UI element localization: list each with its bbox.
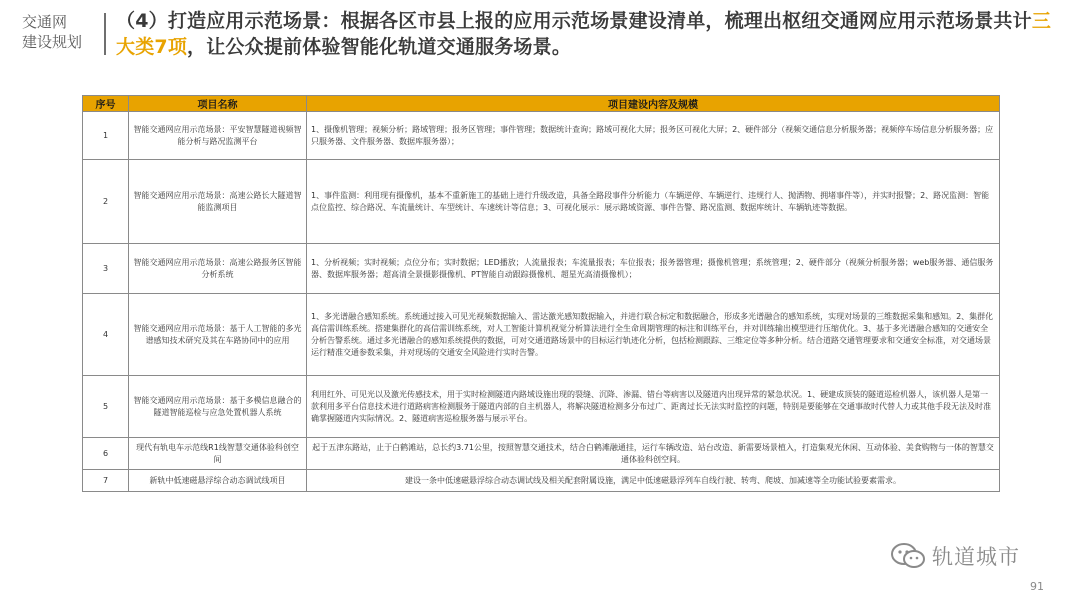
row-content: 1、事件监测：利用现有摄像机，基本不重新施工的基础上进行升级改造，具备全路段事件分析能力（车辆逆停、车辆逆行、违规行人、抛洒物、拥堵事件等），并实时报警；2、路况监测：智能点位监控、综合路况、车流量统计、车型统计、车速统计等信息；3、可视化展示：展示路域资源、事件告警、路况监测、数据库统计、车辆轨迹等数据。: [307, 160, 1000, 244]
table-row: [83, 376, 1000, 438]
table-row: [83, 438, 1000, 470]
section-tag: [22, 12, 102, 52]
wechat-icon: [890, 542, 926, 570]
header-content: 项目建设内容及规模: [307, 96, 1000, 112]
row-content: 起于五津东路站，止于白鹤滩站，总长约3.71公里，按照智慧交通技术，结合白鹤滩融通挂，运行车辆改造、站台改造、新需要场景植入，打造集观光休闲、互动体验、美食购物与一体的智慧交通体验科创空间。: [307, 438, 1000, 470]
table-row: [83, 294, 1000, 376]
project-table: [82, 95, 1000, 492]
header-divider: [104, 13, 106, 55]
row-name: 智能交通网应用示范场景：高速公路报务区智能分析系统: [129, 244, 307, 294]
title-highlight: 三大类7项: [116, 10, 1052, 58]
row-name: 新轨中低速磁悬浮综合动态调试线项目: [129, 470, 307, 492]
row-content: 建设一条中低速磁悬浮综合动态调试线及相关配套附属设施，满足中低速磁悬浮列车自线行驶、转弯、爬坡、加减速等全功能试验要素需求。: [307, 470, 1000, 492]
row-name: 智能交通网应用示范场景：基于多模信息融合的隧道智能巡检与应急处置机器人系统: [129, 376, 307, 438]
table-row: [83, 160, 1000, 244]
title-part2: ，让公众提前体验智能化轨道交通服务场景。: [187, 36, 572, 58]
watermark: [890, 541, 1020, 571]
row-content: 1、分析视频；实时视频；点位分布；实时数据；LED播放；人流量报表；车流量报表；车位报表；报务器管理；摄像机管理；系统管理；2、硬件部分（视频分析服务器；web服务器、通信服务器、数据库服务器；超高清全景摄影摄像机、PT智能自动跟踪摄像机、超星光高清摄像机）；: [307, 244, 1000, 294]
row-no: 1: [83, 112, 129, 160]
header-no: 序号: [83, 96, 129, 112]
row-name: 现代有轨电车示范线R1线智慧交通体验科创空间: [129, 438, 307, 470]
row-name: 智能交通网应用示范场景：高速公路长大隧道智能监测项目: [129, 160, 307, 244]
page-header: [0, 0, 1080, 70]
row-no: 2: [83, 160, 129, 244]
row-no: 4: [83, 294, 129, 376]
row-name: 智能交通网应用示范场景：基于人工智能的多光谱感知技术研究及其在车路协同中的应用: [129, 294, 307, 376]
row-no: 3: [83, 244, 129, 294]
page-title: [116, 8, 1066, 60]
row-no: 5: [83, 376, 129, 438]
section-tag-line2: 建设规划: [22, 33, 83, 51]
header-name: 项目名称: [129, 96, 307, 112]
row-no: 7: [83, 470, 129, 492]
row-no: 6: [83, 438, 129, 470]
row-content: 1、摄像机管理；视频分析；路域管理；报务区管理；事件管理；数据统计查询；路域可视化大屏；报务区可视化大屏；2、硬件部分（视频交通信息分析服务器；视频停车场信息分析服务器；应只服务器、文件服务器、数据库服务器）；: [307, 112, 1000, 160]
page-number: 91: [1030, 580, 1044, 593]
project-table-container: [82, 95, 999, 492]
watermark-text: 轨道城市: [932, 545, 1020, 569]
table-row: [83, 470, 1000, 492]
table-row: [83, 112, 1000, 160]
row-name: 智能交通网应用示范场景：平安智慧隧道视频智能分析与路况监测平台: [129, 112, 307, 160]
row-content: 利用红外、可见光以及激光传感技术，用于实时检测隧道内路域设施出现的裂缝、沉降、渗漏、错台等病害以及隧道内出现异常的紧急状况。1、硬建成顶装的隧道巡检机器人，该机器人是第一款利用多平台信息技术进行道路病害检测服务于隧道内部的自主机器人，将解决隧道检测多分布过广、距离过长无法实时监控的问题，特别是要能够在交通事故时代替人力或其他手段无法及时准确掌握隧道内实际情况。2、隧道病害巡检服务器与展示平台。: [307, 376, 1000, 438]
title-part1: （4）打造应用示范场景：根据各区市县上报的应用示范场景建设清单，梳理出枢纽交通网应用示范场景共计: [116, 10, 1032, 32]
section-tag-line1: 交通网: [22, 13, 68, 31]
table-header-row: [83, 96, 1000, 112]
row-content: 1、多光谱融合感知系统。系统通过接入可见光视频数据输入、雷达激光感知数据输入，并进行联合标定和数据融合，形成多光谱融合的感知系统，实现对场景的三维数据采集和感知。2、集群化高信需训练系统。搭建集群化的高信需训练系统，对人工智能计算机视觉分析算法进行全生命周期管理的标注和训练平台，并对训练输出模型进行压缩优化。3、基于多光谱融合感知的交通安全分析告警系统。通过多光谱融合的感知系统提供的数据，可对交通道路场景中的目标运行轨迹化分析，包括检测跟踪、三维定位等多种分析。结合道路交通管理要求和交通安全标准，对交通场景运行精准交通参数采集，并对现场的交通安全风险进行实时告警。: [307, 294, 1000, 376]
table-row: [83, 244, 1000, 294]
